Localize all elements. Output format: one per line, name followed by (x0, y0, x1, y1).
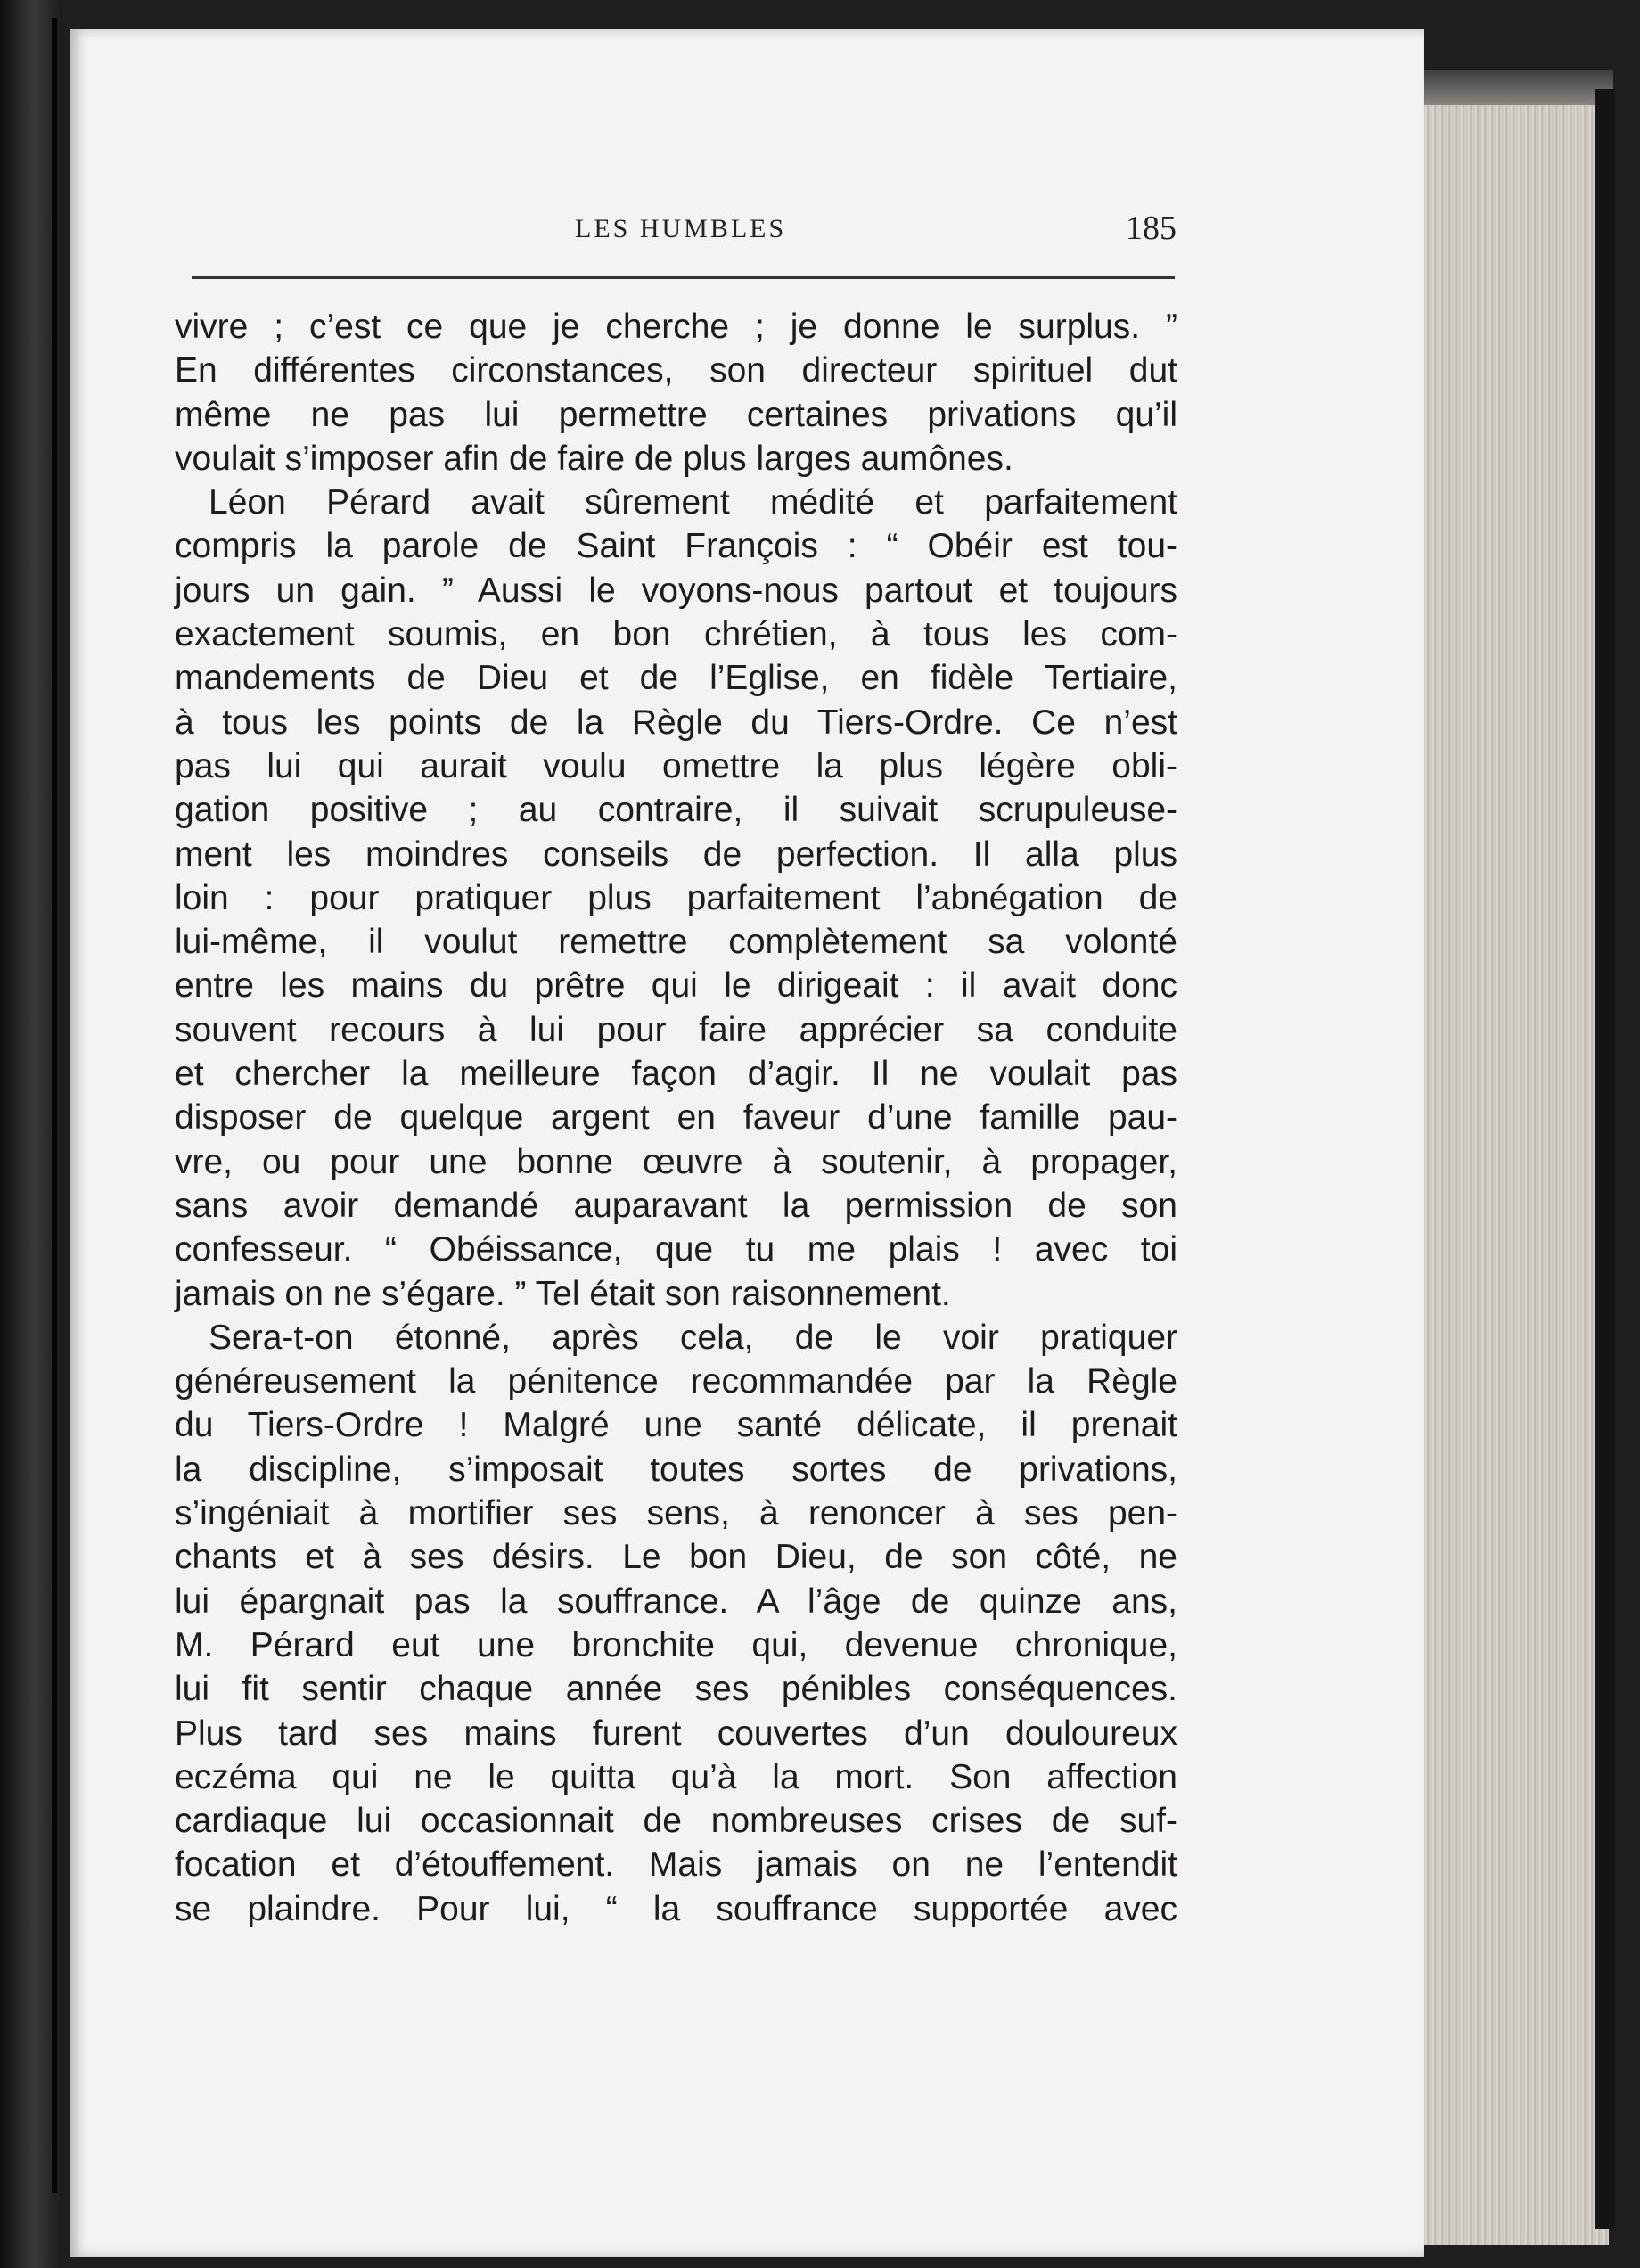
page-fore-edge (1408, 70, 1609, 2245)
text-line: souvent recours à lui pour faire apprécier sa conduite (175, 1010, 1177, 1049)
text-line: et chercher la meilleure façon d’agir. Il ne voulait pas (175, 1055, 1177, 1094)
text-line: M. Pérard eut une bronchite qui, devenue chronique, (175, 1625, 1177, 1664)
body-text (175, 305, 1177, 1931)
text-line: lui-même, il voulut remettre complètement sa volonté (175, 923, 1177, 962)
fore-edge-top-shadow (1413, 70, 1613, 105)
text-line: chants et à ses désirs. Le bon Dieu, de son côté, ne (175, 1538, 1177, 1577)
text-line: Léon Pérard avait sûrement médité et parfaitement (209, 483, 1177, 522)
text-line: jamais on ne s’égare. ” Tel était son raisonnement. (175, 1274, 951, 1313)
text-line: du Tiers-Ordre ! Malgré une santé délicate, il prenait (175, 1406, 1177, 1445)
text-line: se plaindre. Pour lui, “ la souffrance supportée avec (175, 1889, 1177, 1928)
spine-gutter-line (52, 18, 57, 2193)
fore-edge-shadow (1595, 89, 1615, 2229)
text-line: jours un gain. ” Aussi le voyons-nous partout et toujours (175, 571, 1177, 610)
text-line: voulait s’imposer afin de faire de plus larges aumônes. (175, 439, 1013, 478)
text-line: Plus tard ses mains furent couvertes d’un douloureux (175, 1713, 1177, 1753)
text-line: lui fit sentir chaque année ses pénibles conséquences. (175, 1670, 1177, 1709)
text-line: entre les mains du prêtre qui le dirigeait : il avait donc (175, 966, 1177, 1006)
text-line: sans avoir demandé auparavant la permission de son (175, 1186, 1177, 1225)
text-line: cardiaque lui occasionnait de nombreuses crises de suf- (175, 1802, 1177, 1841)
running-head-title: LES HUMBLES (575, 214, 787, 243)
text-line: vre, ou pour une bonne œuvre à soutenir, à propager, (175, 1142, 1177, 1181)
text-line: vivre ; c’est ce que je cherche ; je donne le surplus. ” (175, 308, 1177, 346)
text-line: exactement soumis, en bon chrétien, à tous les com- (175, 615, 1177, 654)
page-number: 185 (1126, 210, 1177, 247)
text-line: mandements de Dieu et de l’Eglise, en fidèle Tertiaire, (175, 659, 1177, 698)
text-line: ment les moindres conseils de perfection. Il alla plus (175, 834, 1177, 874)
text-line: pas lui qui aurait voulu omettre la plus légère obli- (175, 746, 1177, 785)
text-line: gation positive ; au contraire, il suivait scrupuleuse- (175, 791, 1177, 830)
text-line: même ne pas lui permettre certaines privations qu’il (175, 395, 1177, 434)
header-rule (192, 276, 1175, 279)
text-line: En différentes circonstances, son directeur spirituel dut (175, 351, 1177, 390)
text-line: s’ingéniait à mortifier ses sens, à renoncer à ses pen- (175, 1494, 1177, 1533)
text-line: compris la parole de Saint François : “ Obéir est tou- (175, 527, 1177, 566)
text-line: généreusement la pénitence recommandée par la Règle (175, 1362, 1177, 1401)
running-head (192, 210, 1177, 267)
text-line: confesseur. “ Obéissance, que tu me plais ! avec toi (175, 1230, 1177, 1270)
text-line: lui épargnait pas la souffrance. A l’âge de quinze ans, (175, 1582, 1177, 1621)
text-line: à tous les points de la Règle du Tiers-Ordre. Ce n’est (175, 703, 1177, 742)
text-line: eczéma qui ne le quitta qu’à la mort. Son affection (175, 1757, 1177, 1796)
text-line: loin : pour pratiquer plus parfaitement l’abnégation de (175, 878, 1177, 917)
text-line: disposer de quelque argent en faveur d’une famille pau- (175, 1098, 1177, 1138)
text-line: focation et d’étouffement. Mais jamais on ne l’entendit (175, 1845, 1177, 1885)
text-line: Sera-t-on étonné, après cela, de le voir pratiquer (209, 1318, 1177, 1357)
text-line: la discipline, s’imposait toutes sortes de privations, (175, 1450, 1177, 1489)
